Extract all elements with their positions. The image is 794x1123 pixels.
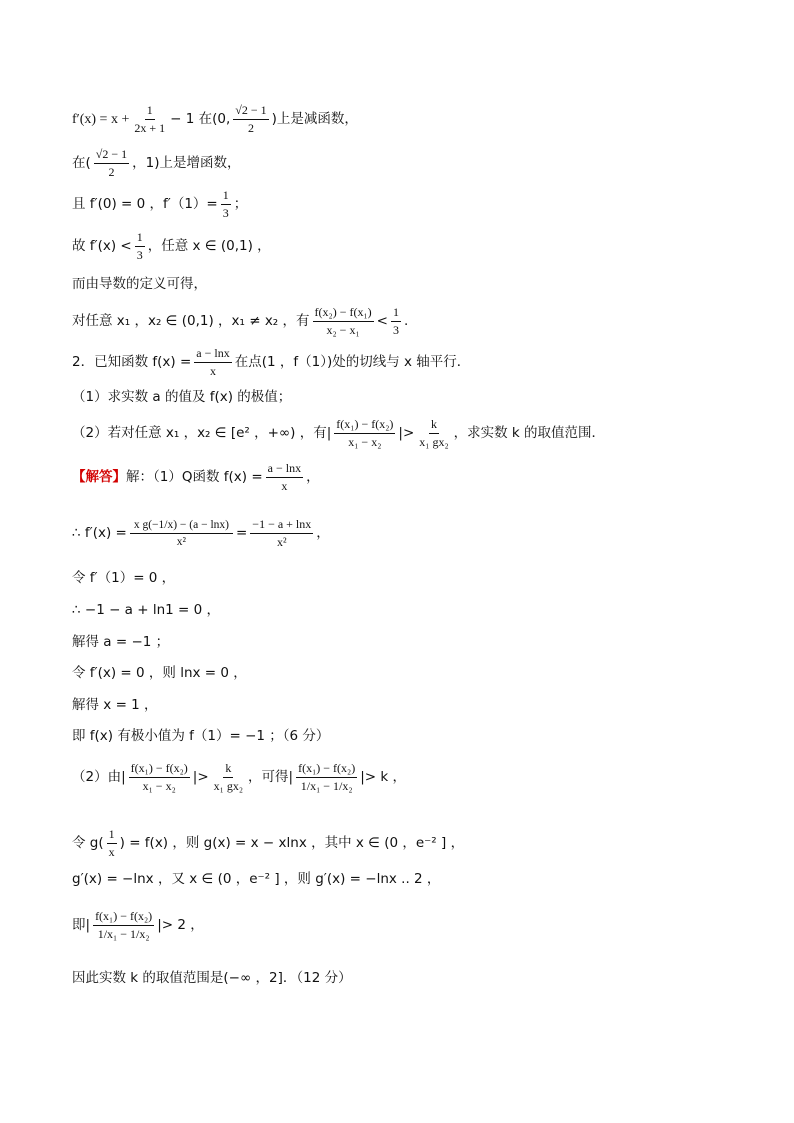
line-derivative-decreasing — [72, 104, 358, 135]
text: （2）若对任意 x₁ ，x₂ ∈ [e² ，+∞) ，有| — [72, 424, 332, 441]
numerator: 1 — [135, 231, 145, 247]
text: ，1)上是增函数， — [132, 154, 241, 171]
text: ； — [233, 195, 248, 212]
text: 令 g( — [72, 834, 104, 851]
line-definition — [72, 278, 207, 292]
denominator: x — [108, 845, 115, 860]
numerator: f(x₁) − f(x₂) — [296, 762, 357, 778]
text: 在( — [72, 154, 91, 171]
text: |> 2 ， — [157, 916, 204, 933]
text: 因此实数 k 的取值范围是(−∞ ，2]．（12 分） — [72, 970, 352, 986]
denominator: 3 — [222, 206, 229, 221]
fraction — [129, 762, 190, 793]
numerator: f(x₁) − f(x₂) — [93, 910, 154, 926]
numerator: 1 — [107, 828, 117, 844]
fraction — [266, 462, 303, 493]
text: 即| — [72, 916, 91, 933]
text: g′(x) = −lnx ，又 x ∈ (0 ，e⁻² ] ，则 g′(x) = −lnx .. 2 ， — [72, 871, 441, 887]
text: 2．已知函数 f(x) = — [72, 353, 192, 370]
text: − 1 在(0, — [170, 110, 231, 127]
text: . — [403, 312, 409, 329]
problem-2-part-1 — [72, 391, 291, 405]
step-line — [72, 572, 175, 586]
text: f′(x) = x + — [72, 111, 130, 127]
denominator: x² — [176, 536, 186, 549]
problem-2-part-2 — [72, 418, 605, 449]
numerator: x g(−1/x) − (a − lnx) — [130, 519, 233, 535]
text: 解：（1）Q函数 f(x) = — [126, 468, 263, 485]
fraction — [212, 762, 245, 793]
step-line — [72, 604, 220, 618]
denominator: x₁ gx₂ — [419, 435, 449, 450]
text: ， — [316, 524, 330, 541]
numerator: 1 — [221, 189, 231, 205]
denominator: x² — [276, 535, 287, 550]
text: 对任意 x₁ ，x₂ ∈ (0,1) ，x₁ ≠ x₂ ，有 — [72, 312, 310, 329]
text: 且 f′(0) = 0 ，f′（1）= — [72, 195, 218, 212]
define-g — [72, 828, 464, 859]
derivative-formula — [72, 518, 330, 549]
fraction — [194, 347, 231, 378]
text: 解得 a = −1 ； — [72, 634, 170, 650]
text: ) = f(x) ，则 g(x) = x − xlnx ，其中 x ∈ (0 ，e⁻² ] ， — [119, 834, 465, 851]
line-increasing — [72, 148, 241, 179]
denominator: 2 — [108, 165, 115, 180]
fraction — [417, 418, 450, 449]
numerator: 1 — [391, 306, 401, 322]
step-line — [72, 699, 158, 713]
numerator: k — [223, 762, 233, 778]
fraction — [313, 306, 374, 337]
fraction — [130, 519, 233, 549]
numerator: f(x₁) − f(x₂) — [334, 418, 395, 434]
denominator: 3 — [136, 248, 143, 263]
problem-2-statement — [72, 347, 470, 378]
step-line — [72, 636, 169, 650]
inequality-result — [72, 910, 204, 941]
line-conclusion — [72, 306, 408, 337]
numerator: a − lnx — [266, 462, 303, 478]
fraction — [334, 418, 395, 449]
numerator: 1 — [145, 104, 155, 120]
fraction — [233, 104, 268, 135]
solution-start — [72, 462, 320, 493]
text: 即 f(x) 有极小值为 f（1）= −1 ；（6 分） — [72, 728, 330, 744]
fraction — [221, 189, 231, 220]
text: （2）由| — [72, 768, 126, 785]
part-2-derivation — [72, 762, 406, 793]
denominator: x₁ gx₂ — [213, 779, 244, 794]
solution-label: 【解答】 — [72, 468, 126, 485]
fraction — [250, 518, 313, 549]
text: 令 f′（1）= 0 ， — [72, 570, 176, 586]
text: ∴ −1 − a + ln1 = 0 ， — [72, 602, 221, 618]
text: |> — [192, 768, 209, 785]
denominator: 1/x₁ − 1/x₂ — [300, 779, 353, 794]
text: （1）求实数 a 的值及 f(x) 的极值； — [72, 389, 292, 405]
line-values — [72, 189, 247, 220]
numerator: k — [429, 418, 439, 434]
text: 在点(1 ，f（1）)处的切线与 x 轴平行． — [234, 353, 471, 370]
fraction — [93, 910, 154, 941]
numerator: √2 − 1 — [233, 104, 268, 120]
fraction — [391, 306, 401, 337]
step-line — [72, 667, 247, 681]
text: 解得 x = 1 ， — [72, 697, 158, 713]
text: ，可得| — [248, 768, 294, 785]
text: < — [376, 312, 388, 329]
numerator: f(x₁) − f(x₂) — [129, 762, 190, 778]
fraction — [94, 148, 129, 179]
denominator: x₁ − x₂ — [142, 779, 176, 794]
final-answer — [72, 972, 352, 986]
denominator: 2x + 1 — [134, 121, 166, 136]
text: |> k ， — [360, 768, 406, 785]
numerator: −1 − a + lnx — [250, 518, 313, 534]
numerator: f(x₂) − f(x₁) — [313, 306, 374, 322]
text: ，求实数 k 的取值范围． — [453, 424, 606, 441]
denominator: 1/x₁ − 1/x₂ — [97, 927, 150, 942]
denominator: x₁ − x₂ — [348, 435, 382, 450]
text: |> — [398, 424, 415, 441]
denominator: 3 — [392, 323, 399, 338]
denominator: x — [281, 479, 288, 494]
numerator: √2 − 1 — [94, 148, 129, 164]
text: 而由导数的定义可得， — [72, 276, 207, 292]
fraction — [296, 762, 357, 793]
text: ， — [306, 468, 320, 485]
g-derivative — [72, 873, 440, 887]
fraction — [107, 828, 117, 859]
line-bound — [72, 231, 271, 262]
step-line — [72, 730, 329, 744]
text: 令 f′(x) = 0 ，则 lnx = 0 ， — [72, 665, 247, 681]
denominator: 2 — [247, 121, 254, 136]
fraction — [135, 231, 145, 262]
text: = — [235, 524, 248, 541]
denominator: x₂ − x₁ — [326, 323, 360, 338]
text: 故 f′(x) < — [72, 237, 132, 254]
text: ∴ f′(x) = — [72, 524, 127, 541]
text: )上是减函数， — [271, 110, 358, 127]
denominator: x — [209, 364, 216, 379]
fraction — [132, 104, 167, 135]
numerator: a − lnx — [194, 347, 231, 363]
text: ，任意 x ∈ (0,1) ， — [147, 237, 271, 254]
